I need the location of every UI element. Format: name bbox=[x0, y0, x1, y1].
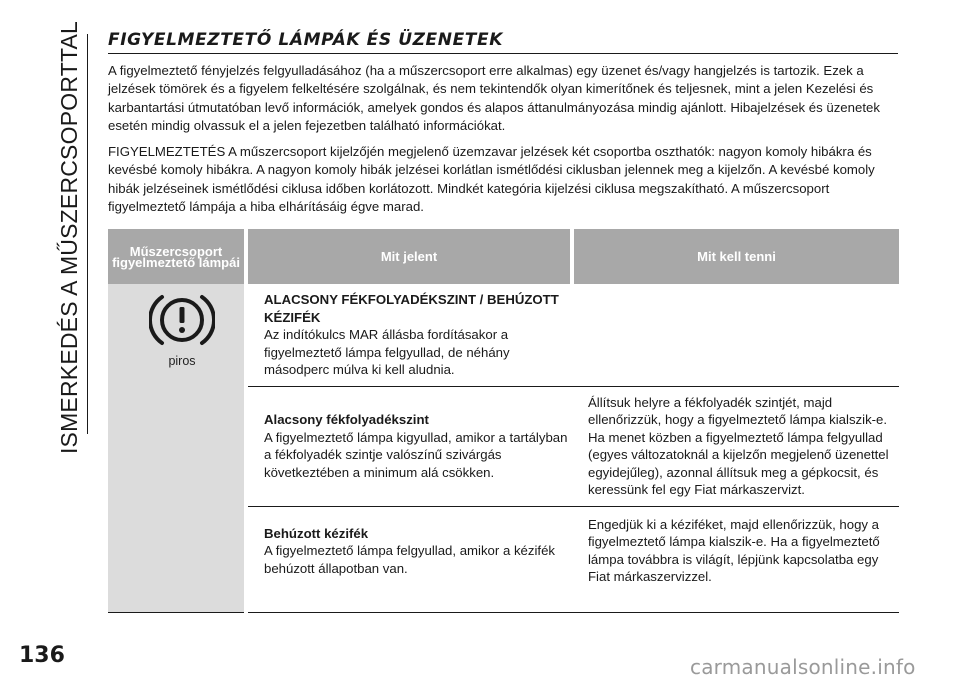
row-meaning-text: Az indítókulcs MAR állásba fordításakor a figyelmeztető lámpa felgyullad, de néhány másodperc múlva ki kell aludnia. bbox=[264, 327, 510, 377]
side-divider bbox=[87, 34, 88, 434]
meaning-cell bbox=[246, 284, 572, 386]
warning-lamp-table bbox=[108, 229, 899, 613]
row-title: Alacsony fékfolyadékszint bbox=[264, 412, 429, 427]
page-number: 136 bbox=[19, 643, 65, 668]
table-header-row bbox=[108, 229, 899, 284]
intro-text bbox=[108, 62, 898, 224]
header-action: Mit kell tenni bbox=[572, 229, 899, 284]
section-title-vertical bbox=[50, 20, 90, 454]
brake-warning-icon bbox=[149, 291, 215, 349]
row-title: ALACSONY FÉKFOLYADÉKSZINT / BEHÚZOTT KÉZIFÉK bbox=[264, 292, 559, 325]
intro-paragraph-2: FIGYELMEZTETÉS A műszercsoport kijelzőjén megjelenő üzemzavar jelzések két csoportba oszthatók: nagyon komoly hibákra és kevésbé komoly hibákra. A nagyon komoly hibák jelzései korlátlan ismétlődési ciklusban jelennek meg a kijelzőn. A kevésbé komoly hibák jelzéseinek ismétlődési ciklusa időben korlátozott. Mindkét kategória kijelzési ciklusa megszakítható. A műszercsoport figyelmeztető lámpája a hiba elhárításáig égve marad. bbox=[108, 144, 875, 215]
watermark: carmanualsonline.info bbox=[690, 655, 916, 679]
header-lamps: Műszercsoport figyelmeztető lámpái bbox=[108, 229, 246, 284]
action-cell bbox=[572, 284, 899, 386]
intro-paragraph-1: A figyelmeztető fényjelzés felgyulladásához (ha a műszercsoport erre alkalmas) egy üzenet és/vagy hangjelzés is tartozik. Ezek a jelzések tömörek és a figyelem felkeltésére szolgálnak, és nem tekintendők olyan kimerítőnek és teljesnek, mint a jelen Kezelési és karbantartási útmutatóban levő információk, amelyek gondos és alapos áttanulmányozása mindig ajánlott. Hibajelzések és üzenetek esetén mindig olvassuk el a jelen fejezetben található információkat. bbox=[108, 63, 880, 133]
row-meaning-text: A figyelmeztető lámpa felgyullad, amikor a kézifék behúzott állapotban van. bbox=[264, 543, 555, 576]
section-title-text: ISMERKEDÉS A MŰSZERCSOPORTTAL bbox=[56, 20, 83, 454]
meaning-cell bbox=[246, 506, 572, 612]
table-row bbox=[108, 284, 899, 386]
row-meaning-text: A figyelmeztető lámpa kigyullad, amikor a tartályban a fékfolyadék szintje valószínű szivárgás következtében a minimum alá csökken. bbox=[264, 429, 568, 480]
row-title: Behúzott kézifék bbox=[264, 525, 369, 541]
page-heading: FIGYELMEZTETŐ LÁMPÁK ÉS ÜZENETEK bbox=[108, 30, 898, 54]
lamp-cell bbox=[108, 284, 246, 612]
header-meaning: Mit jelent bbox=[246, 229, 572, 284]
action-cell: Állítsuk helyre a fékfolyadék szintjét, majd ellenőrizzük, hogy a figyelmeztető lámpa kialszik-e. Ha menet közben a figyelmeztető lámpa felgyullad (egyes változatoknál a kijelzőn megjelenő üzenettel egyidejűleg), azonnal állítsuk meg a gépkocsit, és keressünk fel egy Fiat márkaszervizt. bbox=[572, 386, 899, 506]
lamp-color-label: piros bbox=[168, 354, 196, 368]
meaning-cell bbox=[246, 386, 572, 506]
action-cell: Engedjük ki a kéziféket, majd ellenőrizzük, hogy a figyelmeztető lámpa kialszik-e. Ha a figyelmeztető lámpa továbbra is világít, lépjünk kapcsolatba egy Fiat márkaszervizzel. bbox=[572, 506, 899, 612]
